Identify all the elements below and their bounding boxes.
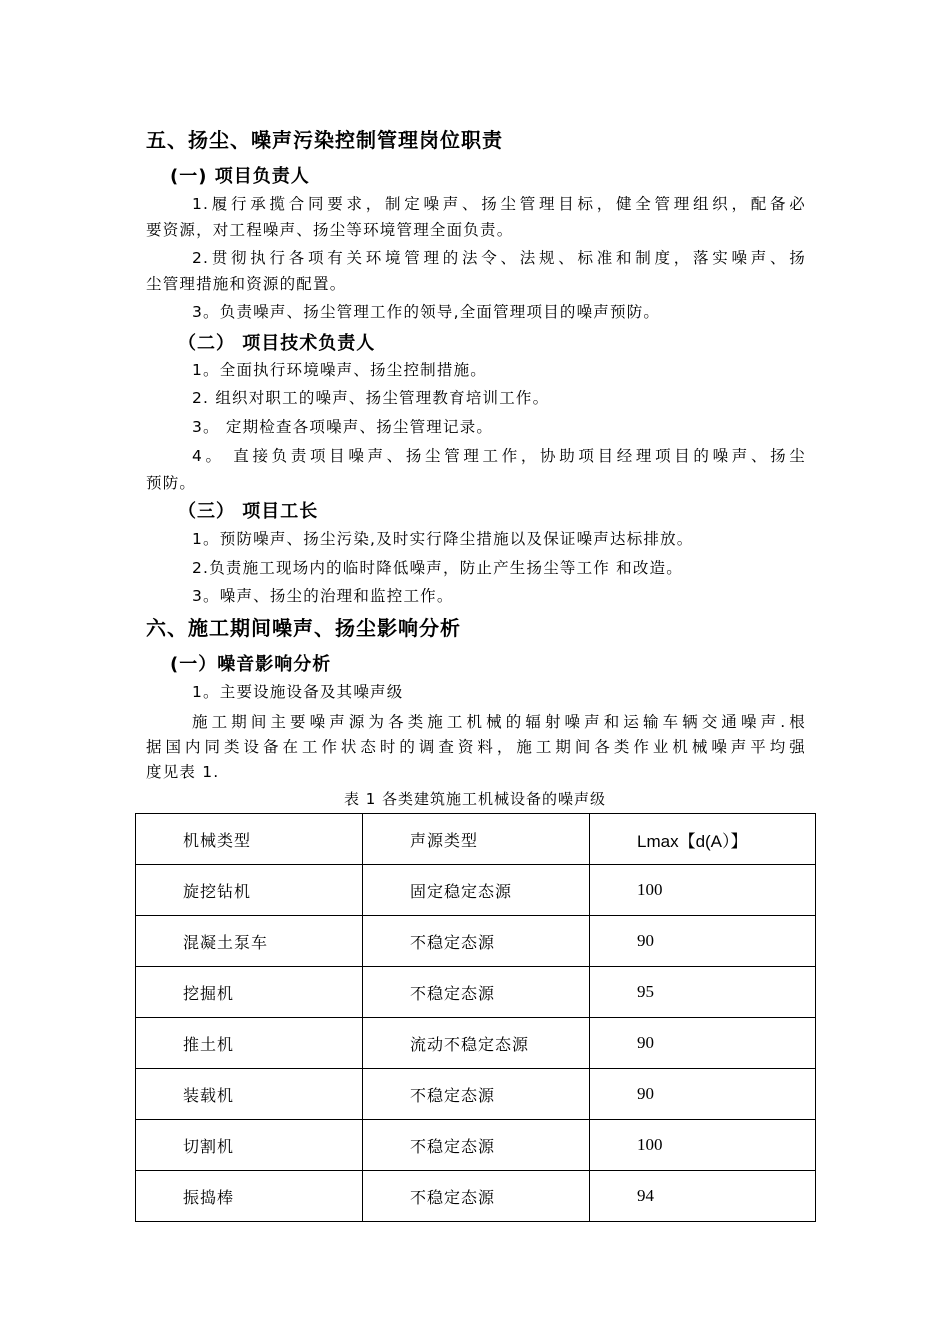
cell-source-type: 流动不稳定态源 xyxy=(363,1018,590,1069)
table-row xyxy=(136,1069,816,1120)
cell-source-type: 不稳定态源 xyxy=(363,967,590,1018)
paragraph-line: 2. 组织对职工的噪声、扬尘管理教育培训工作。 xyxy=(192,389,550,407)
cell-lmax: 95 xyxy=(590,967,816,1018)
paragraph-line: 2.负责施工现场内的临时降低噪声，防止产生扬尘等工作 和改造。 xyxy=(192,559,683,577)
cell-lmax: 100 xyxy=(590,865,816,916)
table-header-row xyxy=(136,814,816,865)
paragraph-line: 2.贯彻执行各项有关环境管理的法令、法规、标准和制度，落实噪声、扬 xyxy=(192,249,806,267)
noise-level-table xyxy=(135,813,816,1222)
cell-source-type: 不稳定态源 xyxy=(363,916,590,967)
cell-lmax: 90 xyxy=(590,1069,816,1120)
paragraph-line: 尘管理措施和资源的配置。 xyxy=(146,275,347,293)
cell-source-type: 不稳定态源 xyxy=(363,1120,590,1171)
table-caption: 表 1 各类建筑施工机械设备的噪声级 xyxy=(343,790,607,808)
paragraph-line: 1.履行承揽合同要求，制定噪声、扬尘管理目标，健全管理组织，配备必 xyxy=(192,195,806,213)
paragraph-line: 3。 定期检查各项噪声、扬尘管理记录。 xyxy=(192,418,494,436)
column-header-lmax: Lmax【d(A）】 xyxy=(590,814,816,865)
subsection-noise-analysis-heading: (一）噪音影响分析 xyxy=(170,654,332,675)
paragraph-line: 度见表 1. xyxy=(146,763,220,781)
table-row xyxy=(136,1018,816,1069)
paragraph-line: 4。 直接负责项目噪声、扬尘管理工作，协助项目经理项目的噪声、扬尘 xyxy=(192,447,806,465)
paragraph-line: 1。主要设施设备及其噪声级 xyxy=(192,683,404,701)
subsection-technical-leader-heading: （二） 项目技术负责人 xyxy=(178,333,376,354)
table-row xyxy=(136,916,816,967)
table-row xyxy=(136,1120,816,1171)
paragraph-line: 3。噪声、扬尘的治理和监控工作。 xyxy=(192,587,454,605)
paragraph-line: 1。全面执行环境噪声、扬尘控制措施。 xyxy=(192,361,487,379)
cell-lmax: 90 xyxy=(590,916,816,967)
cell-machine-type: 推土机 xyxy=(136,1018,363,1069)
paragraph-line: 施工期间主要噪声源为各类施工机械的辐射噪声和运输车辆交通噪声.根 xyxy=(192,713,806,731)
cell-source-type: 固定稳定态源 xyxy=(363,865,590,916)
paragraph-line: 据国内同类设备在工作状态时的调查资料，施工期间各类作业机械噪声平均强 xyxy=(146,738,806,756)
table-row xyxy=(136,865,816,916)
subsection-project-leader-heading: (一) 项目负责人 xyxy=(170,166,310,187)
cell-source-type: 不稳定态源 xyxy=(363,1069,590,1120)
column-header-source-type: 声源类型 xyxy=(363,814,590,865)
table-row xyxy=(136,967,816,1018)
paragraph-line: 预防。 xyxy=(146,474,197,492)
cell-source-type: 不稳定态源 xyxy=(363,1171,590,1222)
cell-machine-type: 切割机 xyxy=(136,1120,363,1171)
table-row xyxy=(136,1171,816,1222)
cell-lmax: 90 xyxy=(590,1018,816,1069)
cell-machine-type: 混凝土泵车 xyxy=(136,916,363,967)
paragraph-line: 3。负责噪声、扬尘管理工作的领导,全面管理项目的噪声预防。 xyxy=(192,303,661,321)
cell-lmax: 100 xyxy=(590,1120,816,1171)
paragraph-line: 1。预防噪声、扬尘污染,及时实行降尘措施以及保证噪声达标排放。 xyxy=(192,530,694,548)
section-5-heading: 五、扬尘、噪声污染控制管理岗位职责 xyxy=(146,128,503,152)
cell-machine-type: 振捣棒 xyxy=(136,1171,363,1222)
cell-machine-type: 装载机 xyxy=(136,1069,363,1120)
subsection-foreman-heading: （三） 项目工长 xyxy=(178,501,319,522)
cell-machine-type: 旋挖钻机 xyxy=(136,865,363,916)
cell-lmax: 94 xyxy=(590,1171,816,1222)
section-6-heading: 六、施工期间噪声、扬尘影响分析 xyxy=(146,616,461,640)
paragraph-line: 要资源，对工程噪声、扬尘等环境管理全面负责。 xyxy=(146,221,514,239)
column-header-machine-type: 机械类型 xyxy=(136,814,363,865)
cell-machine-type: 挖掘机 xyxy=(136,967,363,1018)
